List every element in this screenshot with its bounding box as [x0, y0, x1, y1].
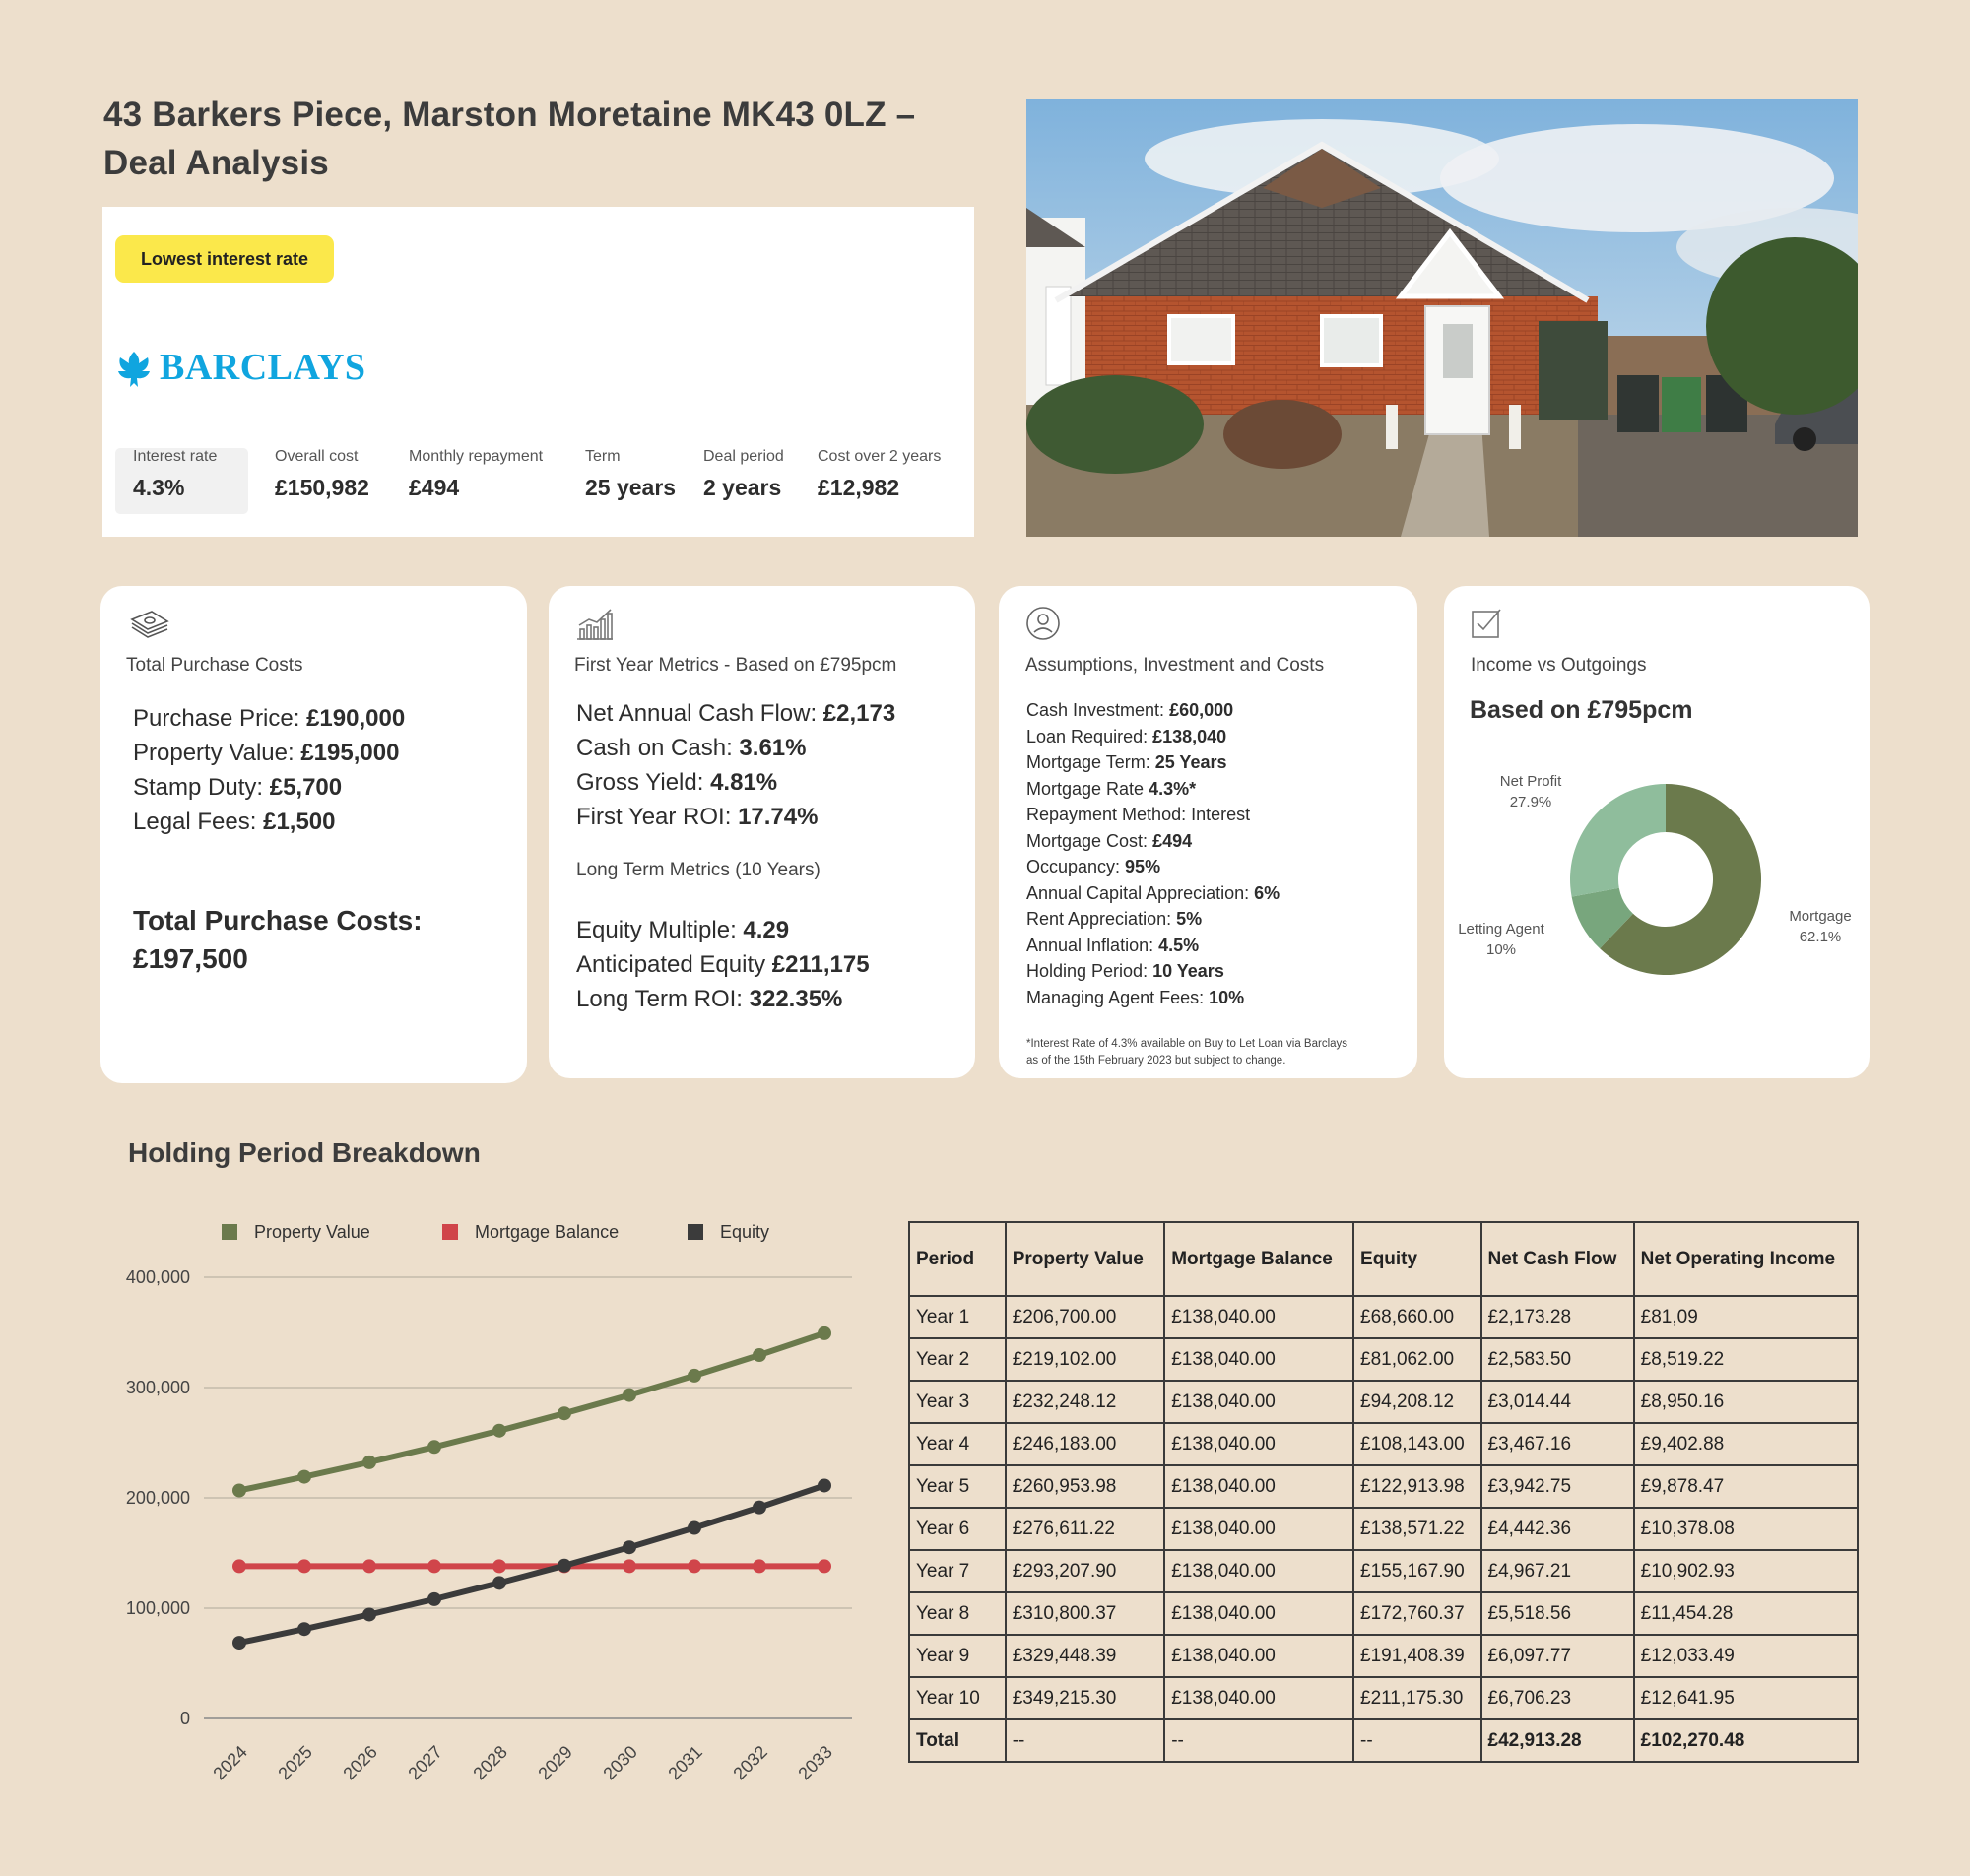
x-tick-label: 2026 [339, 1741, 381, 1784]
metric-anticipated-equity: Anticipated Equity £211,175 [576, 951, 870, 978]
interest-footnote: *Interest Rate of 4.3% available on Buy to Let Loan via Barclays as of the 15th February 2023 but subject to change. [1026, 1038, 1348, 1067]
column-header: Property Value [1006, 1222, 1165, 1296]
barclays-logo [114, 343, 366, 392]
table-cell: Year 2 [909, 1338, 1006, 1381]
table-cell: £219,102.00 [1006, 1338, 1165, 1381]
table-cell: Year 9 [909, 1635, 1006, 1677]
metric-cash-on-cash: Cash on Cash: 3.61% [576, 735, 807, 761]
stat-label: Term [585, 448, 621, 465]
assumption-item: Rent Appreciation: 5% [1026, 909, 1203, 929]
slice-pct-label: 10% [1485, 941, 1517, 958]
data-point [427, 1440, 441, 1454]
assumptions-card [999, 586, 1417, 1078]
table-cell: £6,097.77 [1481, 1635, 1634, 1677]
table-cell: £310,800.37 [1006, 1592, 1165, 1635]
assumption-item: Occupancy: 95% [1026, 857, 1161, 876]
data-point [753, 1348, 766, 1362]
metric-property-value: Property Value: £195,000 [133, 740, 400, 766]
table-cell: £5,518.56 [1481, 1592, 1634, 1635]
table-cell: £138,040.00 [1164, 1550, 1353, 1592]
table-total-cell: -- [1164, 1719, 1353, 1762]
table-cell: £2,583.50 [1481, 1338, 1634, 1381]
table-total-cell: £102,270.48 [1634, 1719, 1858, 1762]
card-title: Assumptions, Investment and Costs [1025, 655, 1325, 676]
data-point [297, 1559, 311, 1573]
table-row [909, 1550, 1858, 1592]
table-row [909, 1635, 1858, 1677]
stat-value: £12,982 [818, 475, 900, 500]
table-cell: £276,611.22 [1006, 1508, 1165, 1550]
data-point [362, 1559, 376, 1573]
legend-label: Mortgage Balance [475, 1222, 620, 1242]
stat-label: Cost over 2 years [818, 448, 942, 465]
table-cell: £12,641.95 [1634, 1677, 1858, 1719]
table-total-cell: -- [1006, 1719, 1165, 1762]
metric-stamp-duty: Stamp Duty: £5,700 [133, 774, 343, 801]
table-cell: £2,173.28 [1481, 1296, 1634, 1338]
assumption-item: Loan Required: £138,040 [1026, 726, 1227, 746]
legend-swatch [442, 1224, 458, 1240]
card-title: Total Purchase Costs [126, 655, 303, 676]
stat-value: £494 [409, 475, 460, 500]
stat-value: 2 years [703, 475, 782, 500]
table-cell: £138,040.00 [1164, 1592, 1353, 1635]
table-cell: £3,014.44 [1481, 1381, 1634, 1423]
data-point [818, 1478, 831, 1492]
metric-gross-yield: Gross Yield: 4.81% [576, 769, 778, 796]
table-cell: £108,143.00 [1353, 1423, 1481, 1465]
money-icon [128, 608, 171, 641]
legend-swatch [222, 1224, 237, 1240]
data-point [232, 1636, 246, 1650]
table-cell: £293,207.90 [1006, 1550, 1165, 1592]
metric-purchase-price: Purchase Price: £190,000 [133, 705, 406, 732]
table-cell: £3,467.16 [1481, 1423, 1634, 1465]
bar-chart-icon [575, 608, 615, 641]
table-cell: £138,040.00 [1164, 1465, 1353, 1508]
stat-value: 4.3% [133, 475, 185, 500]
slice-name-label: Net Profit [1499, 773, 1562, 790]
table-cell: £246,183.00 [1006, 1423, 1165, 1465]
table-cell: £81,09 [1634, 1296, 1858, 1338]
lowest-rate-badge: Lowest interest rate [115, 235, 334, 283]
mortgage-offer-card [102, 207, 974, 537]
assumption-item: Managing Agent Fees: 10% [1026, 987, 1245, 1007]
stat-deal-period [703, 448, 784, 501]
table-cell: £232,248.12 [1006, 1381, 1165, 1423]
data-point [362, 1607, 376, 1621]
stat-label: Monthly repayment [409, 448, 544, 465]
table-total-row [909, 1719, 1858, 1762]
holding-period-table [908, 1221, 1859, 1763]
page-title: 43 Barkers Piece, Marston Moretaine MK43 0LZ – Deal Analysis [103, 96, 916, 182]
stat-value: £150,982 [275, 475, 369, 500]
y-tick-label: 200,000 [125, 1488, 190, 1508]
table-cell: £6,706.23 [1481, 1677, 1634, 1719]
data-point [232, 1559, 246, 1573]
table-cell: £155,167.90 [1353, 1550, 1481, 1592]
table-row [909, 1592, 1858, 1635]
purchase-costs-card [100, 586, 527, 1083]
data-point [427, 1592, 441, 1606]
income-basis: Based on £795pcm [1470, 696, 1693, 724]
table-cell: £12,033.49 [1634, 1635, 1858, 1677]
total-purchase-costs: Total Purchase Costs: £197,500 [133, 905, 423, 974]
y-tick-label: 400,000 [125, 1267, 190, 1287]
table-cell: Year 6 [909, 1508, 1006, 1550]
table-row [909, 1677, 1858, 1719]
table-cell: £138,040.00 [1164, 1635, 1353, 1677]
data-point [623, 1389, 636, 1402]
table-row [909, 1296, 1858, 1338]
column-header: Mortgage Balance [1164, 1222, 1353, 1296]
holding-period-line-chart [94, 1206, 882, 1797]
table-cell: £138,040.00 [1164, 1508, 1353, 1550]
table-total-cell: Total [909, 1719, 1006, 1762]
first-year-metrics-card [549, 586, 975, 1078]
assumption-item: Holding Period: 10 Years [1026, 961, 1224, 981]
table-cell: £206,700.00 [1006, 1296, 1165, 1338]
data-point [362, 1456, 376, 1469]
metric-net-annual-cash-flow: Net Annual Cash Flow: £2,173 [576, 700, 896, 727]
y-tick-label: 100,000 [125, 1598, 190, 1618]
data-point [427, 1559, 441, 1573]
slice-pct-label: 27.9% [1509, 794, 1552, 810]
table-cell: Year 3 [909, 1381, 1006, 1423]
table-cell: £10,902.93 [1634, 1550, 1858, 1592]
assumption-item: Repayment Method: Interest [1026, 805, 1251, 824]
x-tick-label: 2031 [664, 1741, 706, 1784]
stat-value: 25 years [585, 475, 677, 500]
assumption-item: Annual Inflation: 4.5% [1026, 935, 1200, 955]
table-cell: £4,442.36 [1481, 1508, 1634, 1550]
stat-label: Deal period [703, 448, 784, 465]
data-point [753, 1501, 766, 1515]
table-cell: £8,519.22 [1634, 1338, 1858, 1381]
table-cell: £172,760.37 [1353, 1592, 1481, 1635]
assumption-item: Cash Investment: £60,000 [1026, 700, 1234, 720]
stat-overall-cost [275, 448, 369, 501]
assumption-list [1026, 697, 1280, 1010]
property-photo [1026, 99, 1858, 537]
bank-name: BARCLAYS [160, 347, 366, 388]
table-cell: £138,040.00 [1164, 1381, 1353, 1423]
stat-cost-over-2-years [818, 448, 941, 501]
data-point [558, 1406, 571, 1420]
card-title: Income vs Outgoings [1471, 655, 1647, 676]
income-vs-outgoings-card [1444, 586, 1870, 1078]
table-cell: Year 8 [909, 1592, 1006, 1635]
metric-legal-fees: Legal Fees: £1,500 [133, 809, 336, 835]
stat-label: Interest rate [133, 448, 218, 465]
table-cell: Year 10 [909, 1677, 1006, 1719]
x-tick-label: 2029 [534, 1741, 576, 1784]
table-cell: £138,040.00 [1164, 1338, 1353, 1381]
metric-first-year-roi: First Year ROI: 17.74% [576, 804, 819, 830]
data-point [558, 1559, 571, 1573]
data-point [623, 1559, 636, 1573]
table-header-row [909, 1222, 1858, 1296]
table-row [909, 1465, 1858, 1508]
data-point [297, 1622, 311, 1636]
eagle-icon [114, 348, 154, 391]
table-cell: £9,878.47 [1634, 1465, 1858, 1508]
series-line [239, 1333, 824, 1491]
data-point [492, 1424, 506, 1438]
x-tick-label: 2032 [729, 1741, 771, 1784]
stat-term [585, 448, 676, 501]
data-point [492, 1576, 506, 1589]
y-tick-label: 0 [179, 1709, 190, 1728]
table-cell: £211,175.30 [1353, 1677, 1481, 1719]
data-point [818, 1559, 831, 1573]
slice-name-label: Letting Agent [1458, 921, 1544, 938]
stat-label: Overall cost [275, 448, 359, 465]
table-cell: £81,062.00 [1353, 1338, 1481, 1381]
data-point [818, 1326, 831, 1340]
table-cell: Year 4 [909, 1423, 1006, 1465]
data-point [688, 1521, 701, 1535]
table-total-cell: -- [1353, 1719, 1481, 1762]
card-title: First Year Metrics - Based on £795pcm [574, 655, 897, 676]
table-cell: £138,571.22 [1353, 1508, 1481, 1550]
table-cell: £9,402.88 [1634, 1423, 1858, 1465]
slice-name-label: Mortgage [1789, 908, 1852, 925]
table-row [909, 1423, 1858, 1465]
table-cell: £329,448.39 [1006, 1635, 1165, 1677]
table-cell: £191,408.39 [1353, 1635, 1481, 1677]
table-cell: £8,950.16 [1634, 1381, 1858, 1423]
table-cell: £260,953.98 [1006, 1465, 1165, 1508]
long-term-metrics-title: Long Term Metrics (10 Years) [576, 860, 821, 880]
assumption-item: Annual Capital Appreciation: 6% [1026, 882, 1280, 903]
data-point [297, 1470, 311, 1484]
data-point [753, 1559, 766, 1573]
metric-equity-multiple: Equity Multiple: 4.29 [576, 917, 790, 943]
data-point [492, 1559, 506, 1573]
table-cell: £3,942.75 [1481, 1465, 1634, 1508]
data-point [232, 1483, 246, 1497]
assumption-item: Mortgage Term: 25 Years [1026, 752, 1227, 772]
table-total-cell: £42,913.28 [1481, 1719, 1634, 1762]
table-cell: £10,378.08 [1634, 1508, 1858, 1550]
column-header: Period [909, 1222, 1006, 1296]
x-tick-label: 2025 [274, 1741, 316, 1784]
table-cell: £94,208.12 [1353, 1381, 1481, 1423]
x-tick-label: 2028 [469, 1741, 511, 1784]
table-cell: £4,967.21 [1481, 1550, 1634, 1592]
table-cell: £122,913.98 [1353, 1465, 1481, 1508]
donut-slice [1570, 784, 1666, 897]
table-cell: Year 7 [909, 1550, 1006, 1592]
table-cell: £138,040.00 [1164, 1296, 1353, 1338]
column-header: Net Cash Flow [1481, 1222, 1634, 1296]
table-row [909, 1338, 1858, 1381]
data-point [688, 1369, 701, 1383]
x-tick-label: 2027 [404, 1741, 446, 1784]
table-cell: £11,454.28 [1634, 1592, 1858, 1635]
x-tick-label: 2033 [794, 1741, 836, 1784]
assumption-item: Mortgage Cost: £494 [1026, 830, 1193, 851]
table-row [909, 1508, 1858, 1550]
section-title: Holding Period Breakdown [128, 1137, 481, 1168]
data-point [688, 1559, 701, 1573]
slice-pct-label: 62.1% [1799, 929, 1842, 945]
data-point [623, 1540, 636, 1554]
user-circle-icon [1025, 606, 1061, 641]
legend-label: Property Value [254, 1222, 370, 1242]
table-body [909, 1296, 1858, 1762]
legend-label: Equity [720, 1222, 770, 1242]
table-cell: £138,040.00 [1164, 1423, 1353, 1465]
x-tick-label: 2024 [209, 1741, 251, 1784]
table-cell: £138,040.00 [1164, 1677, 1353, 1719]
table-cell: £349,215.30 [1006, 1677, 1165, 1719]
stat-interest-rate [133, 448, 217, 501]
column-header: Equity [1353, 1222, 1481, 1296]
y-tick-label: 300,000 [125, 1378, 190, 1397]
metric-long-term-roi: Long Term ROI: 322.35% [576, 986, 843, 1012]
table-cell: Year 1 [909, 1296, 1006, 1338]
table-cell: Year 5 [909, 1465, 1006, 1508]
stat-monthly-repayment [409, 448, 543, 501]
donut-chart [1444, 586, 1870, 1078]
x-tick-label: 2030 [599, 1741, 641, 1784]
assumption-item: Mortgage Rate 4.3%* [1026, 778, 1197, 799]
table-row [909, 1381, 1858, 1423]
table-cell: £68,660.00 [1353, 1296, 1481, 1338]
column-header: Net Operating Income [1634, 1222, 1858, 1296]
legend-swatch [688, 1224, 703, 1240]
